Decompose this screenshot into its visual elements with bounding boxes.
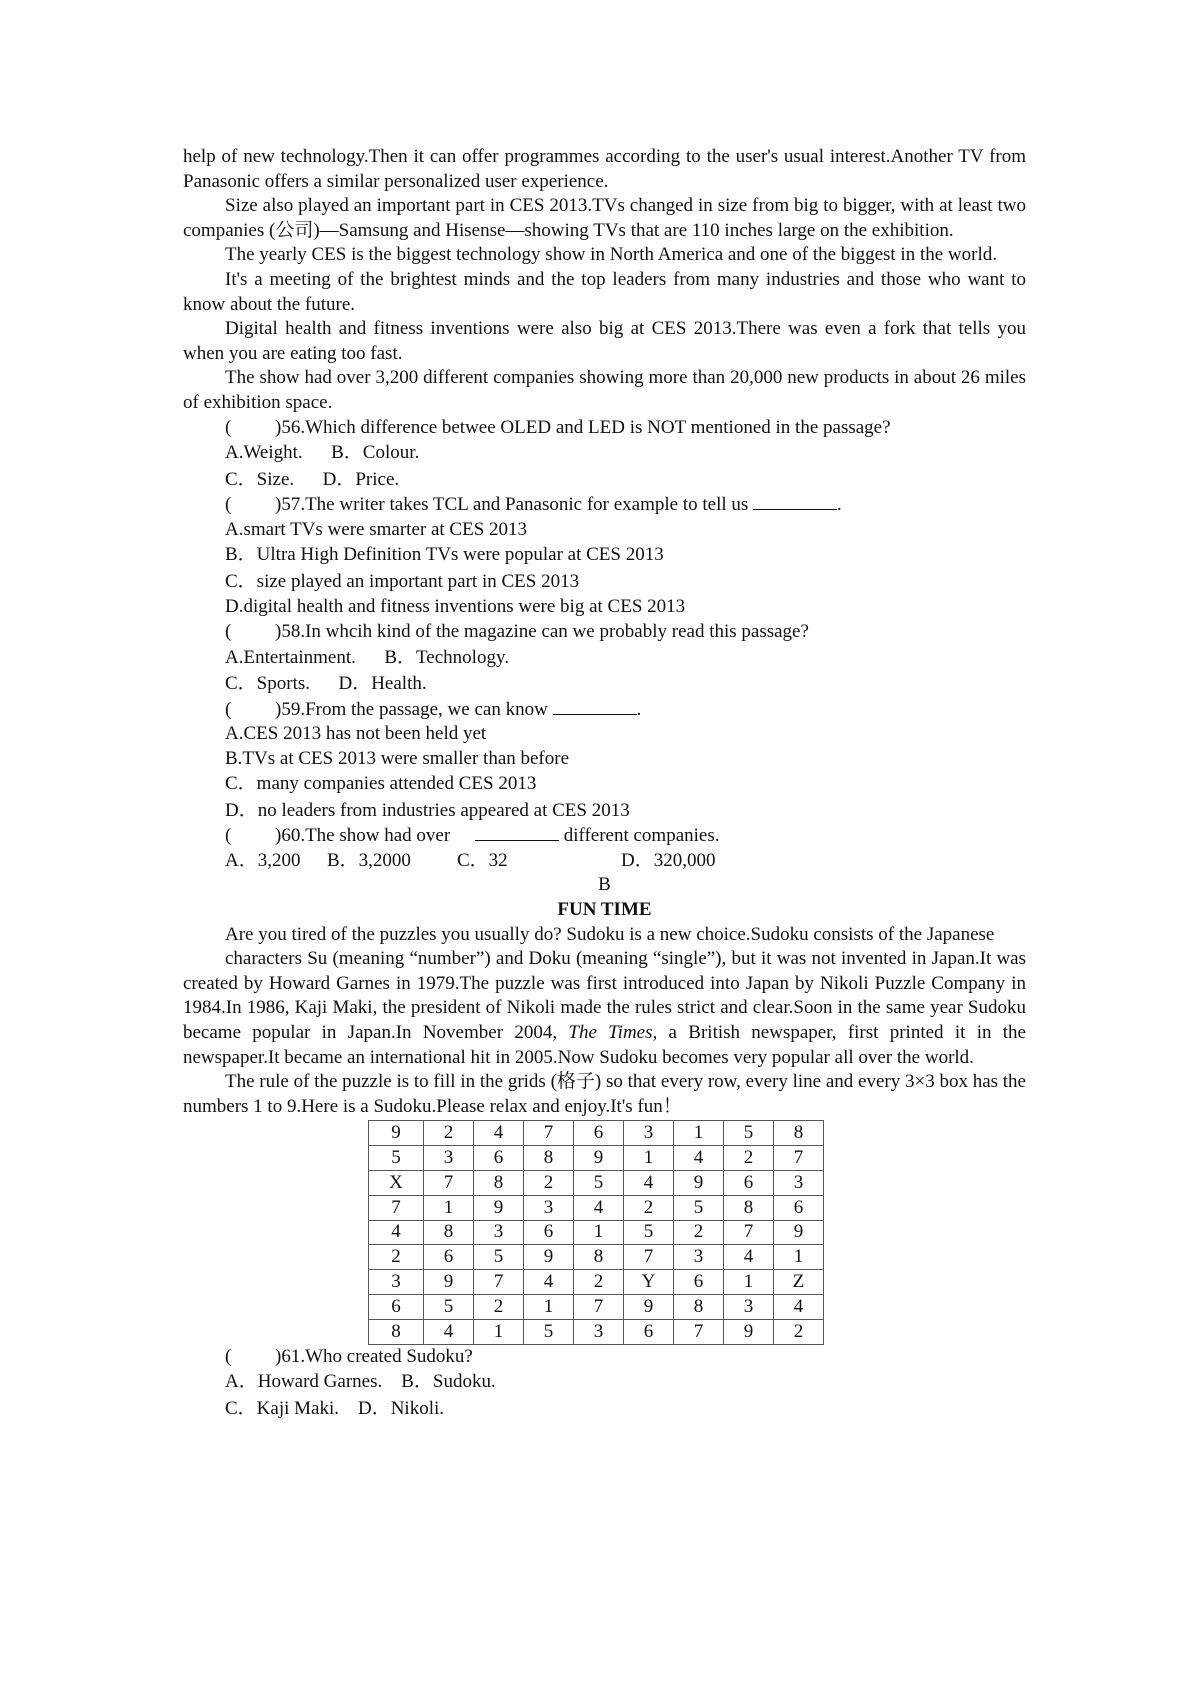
passage-paragraph xyxy=(183,947,1026,1070)
sudoku-cell: 4 xyxy=(369,1220,424,1245)
sudoku-row xyxy=(369,1245,824,1270)
sudoku-cell: 7 xyxy=(574,1294,624,1319)
question-text: )57.The writer takes TCL and Panasonic for example to tell us xyxy=(275,494,754,516)
question-text-end: different companies. xyxy=(558,825,720,847)
sudoku-cell: 2 xyxy=(674,1220,724,1245)
question-stem xyxy=(225,1345,1026,1370)
sudoku-cell: 3 xyxy=(624,1121,674,1146)
sudoku-cell: 2 xyxy=(624,1195,674,1220)
option-line: A．Howard Garnes. B．Sudoku. xyxy=(225,1371,496,1393)
sudoku-cell: 8 xyxy=(524,1146,574,1171)
sudoku-row xyxy=(369,1294,824,1319)
sudoku-cell: 3 xyxy=(524,1195,574,1220)
sudoku-cell: 1 xyxy=(724,1270,774,1295)
sudoku-cell: 2 xyxy=(524,1171,574,1196)
sudoku-cell: 5 xyxy=(474,1245,524,1270)
sudoku-cell: 4 xyxy=(724,1245,774,1270)
sudoku-cell: 3 xyxy=(424,1146,474,1171)
section-letter: B xyxy=(598,874,611,896)
sudoku-cell: 1 xyxy=(424,1195,474,1220)
option-line: B.TVs at CES 2013 were smaller than before xyxy=(225,747,570,769)
sudoku-table-wrap xyxy=(368,1120,1026,1344)
question-59 xyxy=(183,698,1026,825)
sudoku-cell: 5 xyxy=(624,1220,674,1245)
question-text: )60.The show had over xyxy=(275,825,455,847)
question-58 xyxy=(183,620,1026,698)
sudoku-cell: 6 xyxy=(424,1245,474,1270)
sudoku-cell: 8 xyxy=(474,1171,524,1196)
option-line: B．Ultra High Definition TVs were popular at CES 2013 xyxy=(225,544,664,566)
sudoku-cell: 1 xyxy=(674,1121,724,1146)
sudoku-cell: 1 xyxy=(774,1245,824,1270)
option-line: C．Sports. D．Health. xyxy=(225,673,427,694)
sudoku-row xyxy=(369,1220,824,1245)
sudoku-cell: 5 xyxy=(424,1294,474,1319)
question-stem xyxy=(225,824,1026,849)
sudoku-cell: 2 xyxy=(424,1121,474,1146)
sudoku-cell: 9 xyxy=(724,1319,774,1344)
question-60 xyxy=(183,824,1026,873)
question-stem xyxy=(225,698,1026,723)
sudoku-cell: 7 xyxy=(424,1171,474,1196)
sudoku-cell: 9 xyxy=(424,1270,474,1295)
answer-paren[interactable]: ( xyxy=(225,494,232,516)
sudoku-cell: 8 xyxy=(724,1195,774,1220)
sudoku-cell: 1 xyxy=(574,1220,624,1245)
sudoku-cell: 1 xyxy=(524,1294,574,1319)
sudoku-cell: 4 xyxy=(674,1146,724,1171)
sudoku-cell: 2 xyxy=(369,1245,424,1270)
question-stem xyxy=(225,416,1026,441)
sudoku-cell: 6 xyxy=(474,1146,524,1171)
sudoku-cell: 4 xyxy=(474,1121,524,1146)
option-d: D．320,000 xyxy=(621,849,716,871)
question-57 xyxy=(183,493,1026,620)
sudoku-cell: 6 xyxy=(674,1270,724,1295)
passage-paragraph: The rule of the puzzle is to fill in the grids (格子) so that every row, every line and every 3×3 box has the numbers 1 to 9.Here is a Sudoku.Please relax and enjoy.It's fun！ xyxy=(183,1071,1026,1117)
sudoku-cell: 6 xyxy=(574,1121,624,1146)
sudoku-row xyxy=(369,1146,824,1171)
sudoku-cell: 4 xyxy=(524,1270,574,1295)
sudoku-cell: 1 xyxy=(624,1146,674,1171)
newspaper-name: The Times, xyxy=(568,1022,658,1044)
sudoku-row xyxy=(369,1195,824,1220)
option-b: B．3,2000 xyxy=(327,849,411,871)
sudoku-cell: 9 xyxy=(624,1294,674,1319)
sudoku-cell: 8 xyxy=(369,1319,424,1344)
answer-blank[interactable] xyxy=(553,698,637,715)
sudoku-cell: 3 xyxy=(574,1319,624,1344)
question-text: )61.Who created Sudoku? xyxy=(275,1345,473,1367)
passage-paragraph: Are you tired of the puzzles you usually do? Sudoku is a new choice.Sudoku consists of the Japanese xyxy=(225,923,995,945)
answer-paren[interactable]: ( xyxy=(225,416,232,438)
answer-blank[interactable] xyxy=(475,824,559,841)
sudoku-cell: X xyxy=(369,1171,424,1196)
sudoku-cell: 7 xyxy=(524,1121,574,1146)
sudoku-cell: 3 xyxy=(674,1245,724,1270)
sudoku-cell: 7 xyxy=(624,1245,674,1270)
option-c: C．32 xyxy=(457,849,508,871)
sudoku-cell: 5 xyxy=(574,1171,624,1196)
question-text: )56.Which difference betwee OLED and LED is NOT mentioned in the passage? xyxy=(275,416,891,438)
passage-paragraph: Size also played an important part in CES 2013.TVs changed in size from big to bigger, with at least two companies (公司)—Samsung and Hisense—showing TVs that are 110 inches large on the exhibition. xyxy=(183,195,1026,241)
sudoku-cell: 6 xyxy=(774,1195,824,1220)
option-line: C．Size. D．Price. xyxy=(225,468,400,490)
question-text-end: . xyxy=(837,494,842,516)
answer-blank[interactable] xyxy=(753,493,837,510)
option-line: A.CES 2013 has not been held yet xyxy=(225,723,487,745)
sudoku-cell: 3 xyxy=(774,1171,824,1196)
sudoku-cell: 7 xyxy=(774,1146,824,1171)
sudoku-cell: 6 xyxy=(524,1220,574,1245)
answer-paren[interactable]: ( xyxy=(225,1345,232,1367)
passage-paragraph: The show had over 3,200 different companies showing more than 20,000 new products in about 26 miles of exhibition space. xyxy=(183,367,1026,413)
sudoku-cell: 7 xyxy=(369,1195,424,1220)
sudoku-cell: 9 xyxy=(369,1121,424,1146)
option-line: D．no leaders from industries appeared at CES 2013 xyxy=(225,799,630,821)
option-line: A.Entertainment. B．Technology. xyxy=(225,646,509,668)
sudoku-cell: 8 xyxy=(774,1121,824,1146)
sudoku-cell: 5 xyxy=(369,1146,424,1171)
question-stem xyxy=(225,493,1026,518)
sudoku-cell: 3 xyxy=(724,1294,774,1319)
sudoku-cell: 2 xyxy=(724,1146,774,1171)
option-line: A.Weight. B．Colour. xyxy=(225,442,420,464)
answer-paren[interactable]: ( xyxy=(225,620,232,642)
sudoku-row xyxy=(369,1171,824,1196)
sudoku-cell: 8 xyxy=(574,1245,624,1270)
option-line: D.digital health and fitness inventions were big at CES 2013 xyxy=(225,596,686,618)
option-line: C．many companies attended CES 2013 xyxy=(225,773,537,795)
exam-page xyxy=(183,145,1026,1422)
question-text: )58.In whcih kind of the magazine can we probably read this passage? xyxy=(275,620,809,642)
option-line: C．Kaji Maki. D．Nikoli. xyxy=(225,1397,445,1419)
option-line xyxy=(225,849,1026,874)
question-text-end: . xyxy=(636,698,642,720)
passage-a xyxy=(183,145,1026,416)
passage-paragraph: Digital health and fitness inventions were also big at CES 2013.There was even a fork that tells you when you are eating too fast. xyxy=(183,318,1026,364)
passage-paragraph: The yearly CES is the biggest technology show in North America and one of the biggest in the world. xyxy=(225,244,997,266)
sudoku-grid xyxy=(368,1120,824,1344)
sudoku-cell: 9 xyxy=(774,1220,824,1245)
sudoku-cell: 4 xyxy=(774,1294,824,1319)
sudoku-cell: 4 xyxy=(624,1171,674,1196)
sudoku-cell: 8 xyxy=(674,1294,724,1319)
section-title: FUN TIME xyxy=(557,899,652,921)
question-text: )59.From the passage, we can know xyxy=(275,698,553,720)
answer-paren[interactable]: ( xyxy=(225,825,232,847)
sudoku-cell: 9 xyxy=(524,1245,574,1270)
sudoku-cell: 3 xyxy=(474,1220,524,1245)
sudoku-cell: 1 xyxy=(474,1319,524,1344)
question-stem xyxy=(225,620,1026,645)
option-a: A．3,200 xyxy=(225,849,301,871)
sudoku-row xyxy=(369,1270,824,1295)
sudoku-row xyxy=(369,1121,824,1146)
sudoku-cell: 7 xyxy=(674,1319,724,1344)
sudoku-cell: 6 xyxy=(624,1319,674,1344)
sudoku-cell: Z xyxy=(774,1270,824,1295)
sudoku-cell: 9 xyxy=(574,1146,624,1171)
sudoku-cell: 5 xyxy=(724,1121,774,1146)
sudoku-cell: 2 xyxy=(774,1319,824,1344)
question-61 xyxy=(183,1345,1026,1423)
question-56 xyxy=(183,416,1026,494)
sudoku-cell: 9 xyxy=(474,1195,524,1220)
sudoku-cell: Y xyxy=(624,1270,674,1295)
paragraph-text: a British newspaper, first printed it in the newspaper.It became an international hit in 2005.Now Sudoku becomes very popular all over the world. xyxy=(183,1022,1026,1068)
paragraph-text: characters Su (meaning “number”) and Doku (meaning “single”), but it was not invented in Japan.It was created by Howard Garnes in 1979.The puzzle was first introduced into Japan by Nikoli Puzzle Company in 1984.In 1986, Kaji Maki, the president of Nikoli made the rules strict and clear.Soon in the same year Sudoku became popular in Japan.In November 2004, xyxy=(183,948,1026,1044)
passage-paragraph: It's a meeting of the brightest minds and the top leaders from many industries and those who want to know about the future. xyxy=(183,268,1026,315)
sudoku-cell: 6 xyxy=(724,1171,774,1196)
sudoku-cell: 6 xyxy=(369,1294,424,1319)
sudoku-cell: 5 xyxy=(524,1319,574,1344)
sudoku-cell: 2 xyxy=(474,1294,524,1319)
sudoku-cell: 4 xyxy=(424,1319,474,1344)
sudoku-row xyxy=(369,1319,824,1344)
option-line: C．size played an important part in CES 2013 xyxy=(225,570,580,592)
sudoku-cell: 5 xyxy=(674,1195,724,1220)
sudoku-cell: 7 xyxy=(724,1220,774,1245)
passage-paragraph: help of new technology.Then it can offer programmes according to the user's usual interest.Another TV from Panasonic offers a similar personalized user experience. xyxy=(183,146,1026,192)
sudoku-cell: 2 xyxy=(574,1270,624,1295)
sudoku-cell: 8 xyxy=(424,1220,474,1245)
answer-paren[interactable]: ( xyxy=(225,698,232,720)
passage-b xyxy=(183,923,1026,1120)
sudoku-cell: 4 xyxy=(574,1195,624,1220)
sudoku-cell: 3 xyxy=(369,1270,424,1295)
sudoku-cell: 7 xyxy=(474,1270,524,1295)
option-line: A.smart TVs were smarter at CES 2013 xyxy=(225,518,528,540)
sudoku-cell: 9 xyxy=(674,1171,724,1196)
